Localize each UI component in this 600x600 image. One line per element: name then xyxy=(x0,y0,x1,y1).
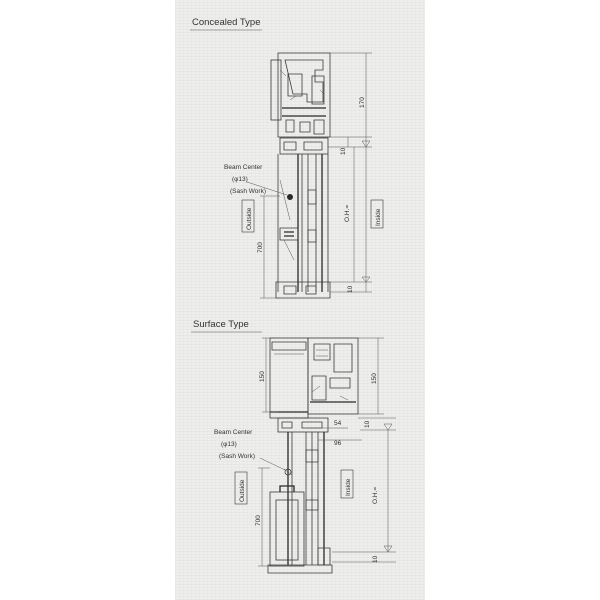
concealed-dim-oh: O.H.= xyxy=(344,204,351,222)
surface-section-drawing xyxy=(268,338,358,573)
concealed-dimensions xyxy=(257,53,372,298)
surface-title: Surface Type xyxy=(193,319,249,330)
concealed-section-drawing xyxy=(271,53,330,298)
surface-dim-oh: O.H.= xyxy=(372,486,379,504)
concealed-title: Concealed Type xyxy=(192,17,261,28)
surface-type-section xyxy=(191,319,396,573)
surface-dim-700: 700 xyxy=(255,515,262,526)
surface-lower-panel xyxy=(270,492,304,566)
concealed-dim-170: 170 xyxy=(359,97,366,108)
concealed-inside-label: Inside xyxy=(375,208,382,226)
concealed-dim-10-top: 10 xyxy=(340,147,347,155)
surface-dim-10-bottom: 10 xyxy=(372,555,379,563)
concealed-outside-label: Outside xyxy=(246,207,253,230)
surface-beam-diameter-label: (φ13) xyxy=(221,441,237,448)
concealed-dim-700: 700 xyxy=(257,242,264,253)
surface-outside-label: Outside xyxy=(239,479,246,502)
surface-track xyxy=(278,418,328,432)
surface-dim-54: 54 xyxy=(334,420,342,427)
concealed-sash-work-label: (Sash Work) xyxy=(230,188,266,195)
concealed-dim-10-bottom: 10 xyxy=(347,285,354,293)
concealed-type-section xyxy=(190,17,383,298)
surface-inside-label: Inside xyxy=(345,478,352,496)
surface-dim-150-right: 150 xyxy=(371,373,378,384)
surface-dim-96: 96 xyxy=(334,440,342,447)
surface-dim-10-top: 10 xyxy=(364,420,371,428)
surface-beam-center-label: Beam Center xyxy=(214,429,253,436)
surface-dim-150-left: 150 xyxy=(259,371,266,382)
surface-sash-work-label: (Sash Work) xyxy=(219,453,255,460)
concealed-beam-center-dot xyxy=(287,194,293,200)
concealed-beam-diameter-label: (φ13) xyxy=(232,176,248,183)
concealed-beam-center-label: Beam Center xyxy=(224,164,263,171)
